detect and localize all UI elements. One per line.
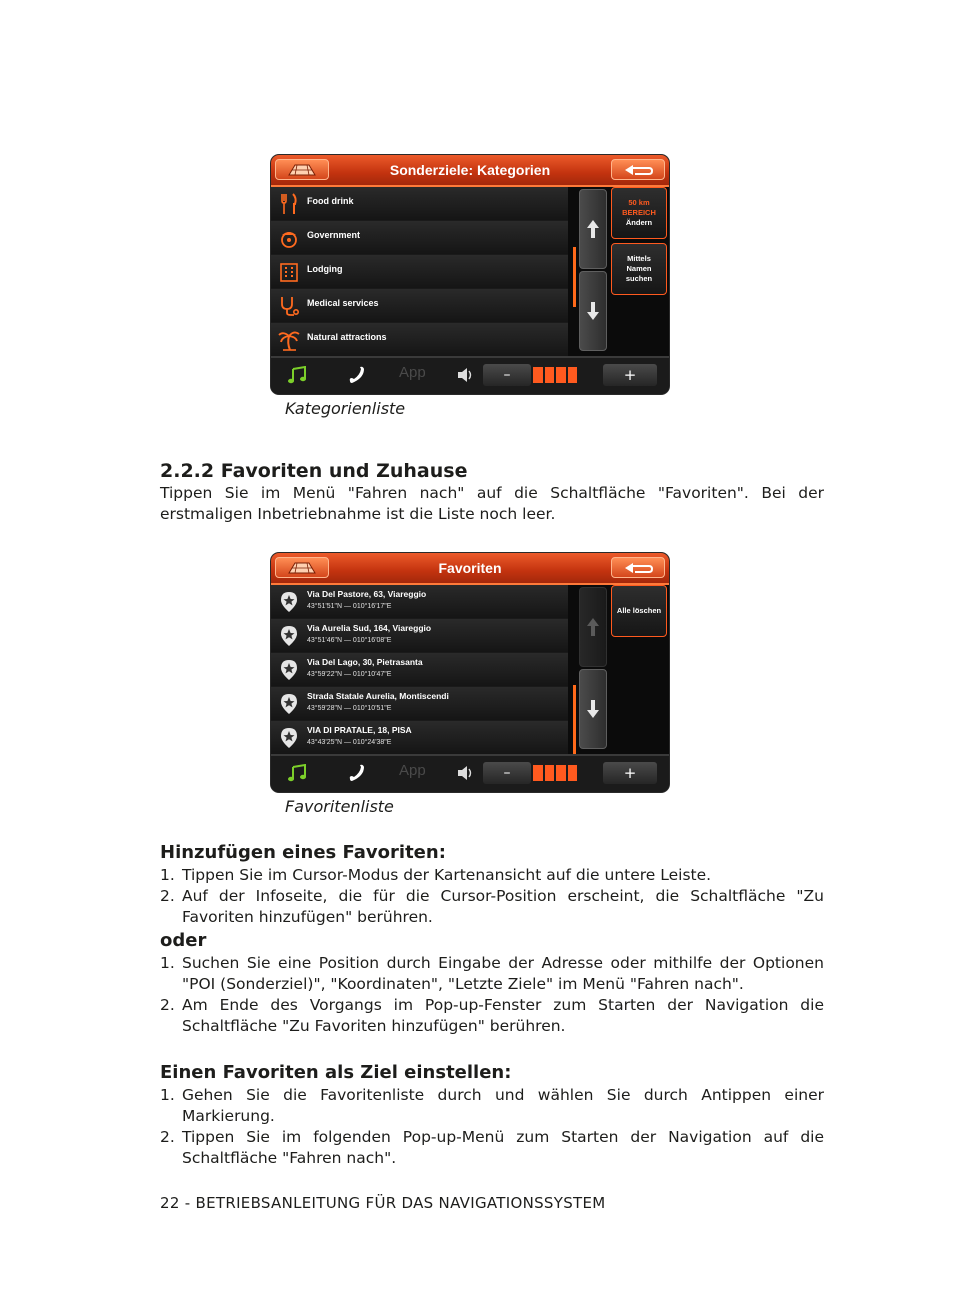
- scroll-down-button[interactable]: [579, 669, 607, 749]
- speaker-icon: [457, 366, 473, 384]
- volume-level: [533, 765, 577, 781]
- item-text: Suchen Sie eine Position durch Eingabe der Adresse oder mithilfe der Optionen "POI (Sonderziel)", "Koordinaten", "Letzte Ziele" im Menü "Fahren nach".: [182, 954, 824, 993]
- map-button[interactable]: [275, 557, 329, 578]
- poi-categories-screen: [271, 155, 669, 394]
- favorite-coordinates: 43°59'22"N — 010°10'47"E: [307, 671, 392, 678]
- government-icon: [277, 226, 301, 250]
- search-by-name-button[interactable]: [611, 243, 667, 295]
- section-heading: 2.2.2 Favoriten und Zuhause: [160, 460, 468, 482]
- favorite-star-icon: [277, 590, 301, 614]
- list-item: [160, 953, 824, 995]
- item-text: Tippen Sie im folgenden Pop-up-Menü zum Starten der Navigation auf die Schaltfläche "Fahren nach".: [182, 1128, 824, 1167]
- section-paragraph-line1: Tippen Sie im Menü "Fahren nach" auf die Schaltfläche "Favoriten". Bei der: [160, 484, 824, 502]
- list-item-label: Natural attractions: [307, 332, 387, 342]
- app-button[interactable]: App: [399, 364, 426, 381]
- music-button[interactable]: [279, 363, 315, 387]
- range-label: BEREICH: [622, 208, 656, 217]
- scroll-up-button[interactable]: [579, 189, 607, 269]
- stethoscope-icon: [277, 294, 301, 318]
- volume-down-button[interactable]: –: [483, 762, 531, 784]
- favorite-star-icon: [277, 726, 301, 750]
- lodging-icon: [277, 260, 301, 284]
- favorite-star-icon: [277, 624, 301, 648]
- app-button[interactable]: App: [399, 762, 426, 779]
- favorite-name: Via Del Lago, 30, Pietrasanta: [307, 657, 423, 667]
- scroll-position-indicator: [573, 685, 576, 755]
- list-item[interactable]: [271, 653, 568, 687]
- list-item: [160, 1127, 824, 1169]
- item-number: 2.: [160, 996, 175, 1014]
- map-button[interactable]: [275, 159, 329, 180]
- volume-up-button[interactable]: +: [603, 762, 657, 784]
- screen-title: Sonderziele: Kategorien: [389, 162, 551, 178]
- volume-level: [533, 367, 577, 383]
- favorite-star-icon: [277, 658, 301, 682]
- arrow-down-icon: [586, 300, 600, 322]
- list-item[interactable]: [271, 619, 568, 653]
- list-item[interactable]: [271, 721, 568, 755]
- bottom-bar: [271, 356, 669, 394]
- phone-button[interactable]: [339, 363, 375, 387]
- back-arrow-icon: [621, 163, 655, 177]
- favorites-list: [271, 585, 568, 755]
- delete-all-button[interactable]: [611, 585, 667, 637]
- search-by-name-label: Mittels Namen suchen: [625, 254, 653, 283]
- favorite-name: VIA DI PRATALE, 18, PISA: [307, 725, 412, 735]
- list-item: [160, 865, 824, 886]
- phone-icon: [347, 764, 367, 782]
- bottom-bar: [271, 754, 669, 792]
- list-item[interactable]: [271, 323, 568, 357]
- screen2-caption: Favoritenliste: [285, 797, 394, 816]
- speaker-icon: [457, 764, 473, 782]
- add-favorite-heading: Hinzufügen eines Favoriten:: [160, 842, 446, 863]
- map-icon: [285, 561, 319, 575]
- range-change-label: Ändern: [625, 218, 653, 227]
- list-item: [160, 1085, 824, 1127]
- title-bar: [271, 155, 669, 187]
- music-note-icon: [287, 366, 307, 384]
- set-destination-heading: Einen Favoriten als Ziel einstellen:: [160, 1062, 512, 1083]
- back-button[interactable]: [611, 159, 665, 180]
- screen-title: Favoriten: [438, 560, 502, 576]
- screen1-caption: Kategorienliste: [285, 399, 406, 418]
- title-bar: [271, 553, 669, 585]
- scroll-down-button[interactable]: [579, 271, 607, 351]
- list-item[interactable]: [271, 187, 568, 221]
- list-item[interactable]: [271, 687, 568, 721]
- section-paragraph-line2: erstmaligen Inbetriebnahme ist die Liste noch leer.: [160, 505, 556, 523]
- item-number: 1.: [160, 866, 175, 884]
- list-item-label: Medical services: [307, 298, 379, 308]
- scroll-up-button[interactable]: [579, 587, 607, 667]
- arrow-up-icon: [586, 616, 600, 638]
- favorite-coordinates: 43°51'51"N — 010°16'17"E: [307, 603, 392, 610]
- phone-icon: [347, 366, 367, 384]
- fork-knife-icon: [277, 192, 301, 216]
- range-button[interactable]: [611, 187, 667, 239]
- favorite-star-icon: [277, 692, 301, 716]
- item-number: 1.: [160, 1086, 175, 1104]
- list-item[interactable]: [271, 585, 568, 619]
- page-footer: 22 - BETRIEBSANLEITUNG FÜR DAS NAVIGATIONSSYSTEM: [160, 1194, 606, 1212]
- favorite-coordinates: 43°59'28"N — 010°10'51"E: [307, 705, 392, 712]
- item-number: 2.: [160, 1128, 175, 1146]
- arrow-up-icon: [586, 218, 600, 240]
- list-item-label: Lodging: [307, 264, 343, 274]
- delete-all-label: Alle löschen: [616, 606, 662, 615]
- list-item: [160, 995, 824, 1037]
- list-item[interactable]: [271, 221, 568, 255]
- music-button[interactable]: [279, 761, 315, 785]
- palm-tree-icon: [277, 328, 301, 352]
- scroll-position-indicator: [573, 247, 576, 307]
- favorite-name: Strada Statale Aurelia, Montiscendi: [307, 691, 449, 701]
- oder-label: oder: [160, 930, 207, 951]
- item-number: 1.: [160, 954, 175, 972]
- volume-down-button[interactable]: –: [483, 364, 531, 386]
- list-item[interactable]: [271, 255, 568, 289]
- arrow-down-icon: [586, 698, 600, 720]
- favorites-screen: [271, 553, 669, 792]
- list-item-label: Food drink: [307, 196, 354, 206]
- favorite-name: Via Aurelia Sud, 164, Viareggio: [307, 623, 432, 633]
- back-arrow-icon: [621, 561, 655, 575]
- favorite-coordinates: 43°51'46"N — 010°16'08"E: [307, 637, 392, 644]
- item-text: Tippen Sie im Cursor-Modus der Kartenansicht auf die untere Leiste.: [182, 866, 712, 884]
- item-text: Auf der Infoseite, die für die Cursor-Position erscheint, die Schaltfläche "Zu Favoriten hinzufügen" berühren.: [182, 887, 824, 926]
- list-scrollbar[interactable]: [571, 585, 609, 751]
- category-list: [271, 187, 568, 357]
- item-text: Gehen Sie die Favoritenliste durch und wählen Sie durch Antippen einer Markierung.: [182, 1086, 824, 1125]
- list-scrollbar[interactable]: [571, 187, 609, 353]
- back-button[interactable]: [611, 557, 665, 578]
- music-note-icon: [287, 764, 307, 782]
- list-item[interactable]: [271, 289, 568, 323]
- phone-button[interactable]: [339, 761, 375, 785]
- favorite-name: Via Del Pastore, 63, Viareggio: [307, 589, 427, 599]
- volume-up-button[interactable]: +: [603, 364, 657, 386]
- favorite-coordinates: 43°43'25"N — 010°24'38"E: [307, 739, 392, 746]
- range-value: 50 km: [628, 198, 650, 207]
- list-item-label: Government: [307, 230, 361, 240]
- list-item: [160, 886, 824, 928]
- item-text: Am Ende des Vorgangs im Pop-up-Fenster zum Starten der Navigation die Schaltfläche "Zu Favoriten hinzufügen" berühren.: [182, 996, 824, 1035]
- item-number: 2.: [160, 887, 175, 905]
- map-icon: [285, 163, 319, 177]
